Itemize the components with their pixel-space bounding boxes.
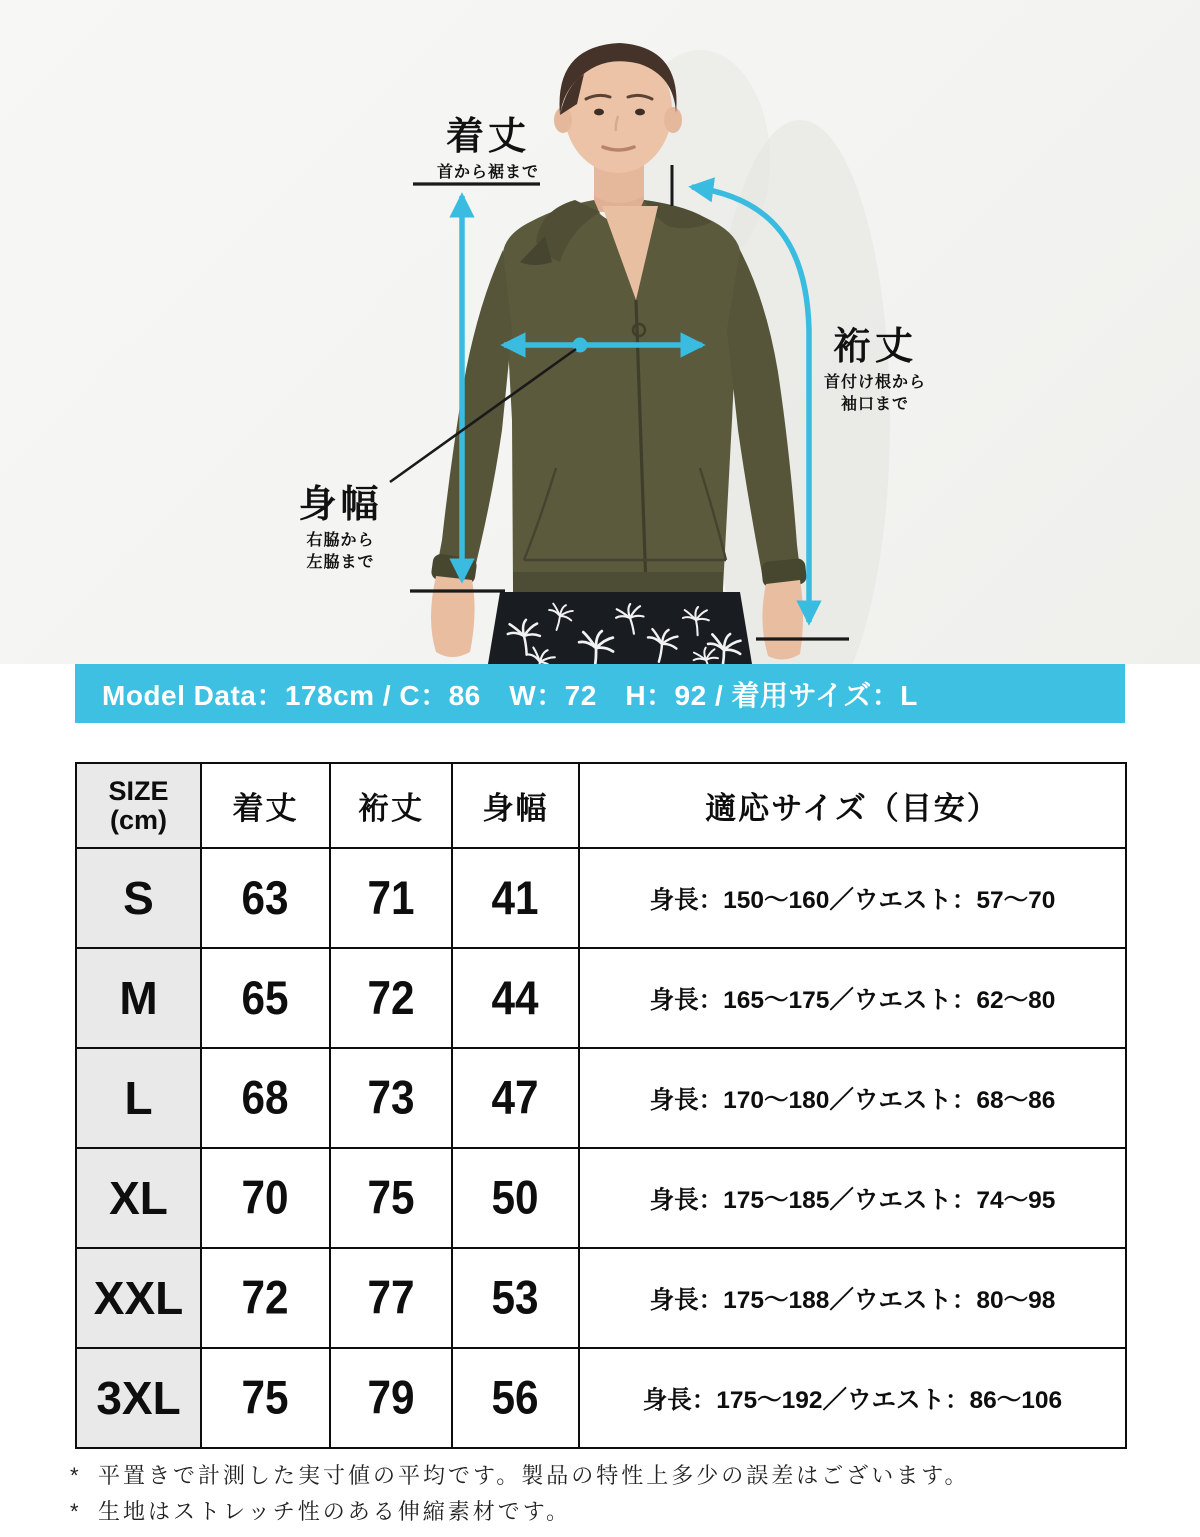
size-name-cell-XXL: XXL bbox=[76, 1248, 201, 1348]
left-hand bbox=[431, 576, 475, 657]
yukitake-subtitle-2: 袖口まで bbox=[840, 395, 909, 413]
header-size-cm bbox=[76, 763, 201, 848]
kitake-value-cell-3XL: 75 bbox=[201, 1348, 330, 1448]
kitake-subtitle: 首から裾まで bbox=[436, 164, 539, 181]
size-row-XL bbox=[76, 1148, 1126, 1248]
kitake-title: 着丈 bbox=[445, 116, 530, 158]
mihaba-subtitle-2: 左脇まで bbox=[306, 553, 375, 571]
footnote-2-bullet: * bbox=[70, 1498, 79, 1524]
mihaba-value-cell-XXL: 53 bbox=[452, 1248, 579, 1348]
fit-range-cell-XXL: 身長：175〜188／ウエスト：80〜98 bbox=[579, 1248, 1126, 1348]
fit-range-cell-L: 身長：170〜180／ウエスト：68〜86 bbox=[579, 1048, 1126, 1148]
size-row-3XL bbox=[76, 1348, 1126, 1448]
model-photo-section bbox=[0, 0, 1200, 664]
size-name-cell-M: M bbox=[76, 948, 201, 1048]
mihaba-value-cell-M: 44 bbox=[452, 948, 579, 1048]
yukitake-value-cell-XL: 75 bbox=[330, 1148, 452, 1248]
size-row-L bbox=[76, 1048, 1126, 1148]
fit-range-cell-S: 身長：150〜160／ウエスト：57〜70 bbox=[579, 848, 1126, 948]
header-mihaba: 身幅 bbox=[452, 763, 579, 848]
header-size-line2: (cm) bbox=[109, 804, 167, 835]
model-data-text: Model Data：178cm / C：86 W：72 H：92 / 着用サイズ：L bbox=[102, 679, 918, 711]
right-hand bbox=[762, 580, 803, 660]
kitake-value-cell-XL: 70 bbox=[201, 1148, 330, 1248]
size-row-S bbox=[76, 848, 1126, 948]
yukitake-title: 裄丈 bbox=[832, 326, 917, 368]
yukitake-value-cell-M: 72 bbox=[330, 948, 452, 1048]
mihaba-subtitle-1: 右脇から bbox=[306, 532, 375, 549]
header-fit: 適応サイズ（目安） bbox=[579, 763, 1126, 848]
size-row-M bbox=[76, 948, 1126, 1048]
size-name-cell-XL: XL bbox=[76, 1148, 201, 1248]
yukitake-value-cell-3XL: 79 bbox=[330, 1348, 452, 1448]
size-table-body bbox=[76, 848, 1126, 1448]
footnote-1-text: 平置きで計測した実寸値の平均です。製品の特性上多少の誤差はございます。 bbox=[98, 1463, 970, 1488]
yukitake-label bbox=[795, 328, 955, 415]
kitake-value-cell-L: 68 bbox=[201, 1048, 330, 1148]
size-name-cell-3XL: 3XL bbox=[76, 1348, 201, 1448]
footnotes bbox=[70, 1458, 1170, 1529]
mihaba-value-cell-3XL: 56 bbox=[452, 1348, 579, 1448]
footnote-2-text: 生地はストレッチ性のある伸縮素材です。 bbox=[98, 1498, 572, 1524]
left-sleeve bbox=[436, 250, 512, 580]
size-table bbox=[75, 762, 1127, 1449]
footnote-1-bullet: * bbox=[70, 1463, 79, 1488]
kitake-value-cell-M: 65 bbox=[201, 948, 330, 1048]
kitake-value-cell-S: 63 bbox=[201, 848, 330, 948]
fit-range-cell-M: 身長：165〜175／ウエスト：62〜80 bbox=[579, 948, 1126, 1048]
footnote-2 bbox=[70, 1494, 1170, 1530]
model-data-banner bbox=[75, 664, 1125, 723]
mihaba-value-cell-S: 41 bbox=[452, 848, 579, 948]
size-name-cell-L: L bbox=[76, 1048, 201, 1148]
model-illustration bbox=[0, 0, 1200, 664]
kitake-label bbox=[408, 118, 568, 184]
header-size-line1: SIZE bbox=[108, 776, 169, 807]
size-name-cell-S: S bbox=[76, 848, 201, 948]
mihaba-title: 身幅 bbox=[298, 484, 383, 526]
yukitake-subtitle-1: 首付け根から bbox=[823, 374, 926, 391]
header-kitake: 着丈 bbox=[201, 763, 330, 848]
kitake-value-cell-XXL: 72 bbox=[201, 1248, 330, 1348]
mihaba-value-cell-XL: 50 bbox=[452, 1148, 579, 1248]
mihaba-label bbox=[268, 486, 413, 573]
fit-range-cell-3XL: 身長：175〜192／ウエスト：86〜106 bbox=[579, 1348, 1126, 1448]
fit-range-cell-XL: 身長：175〜185／ウエスト：74〜95 bbox=[579, 1148, 1126, 1248]
size-row-XXL bbox=[76, 1248, 1126, 1348]
yukitake-value-cell-S: 71 bbox=[330, 848, 452, 948]
mihaba-value-cell-L: 47 bbox=[452, 1048, 579, 1148]
yukitake-value-cell-L: 73 bbox=[330, 1048, 452, 1148]
size-table-header-row bbox=[76, 763, 1126, 848]
header-yukitake: 裄丈 bbox=[330, 763, 452, 848]
footnote-1 bbox=[70, 1458, 1170, 1494]
yukitake-value-cell-XXL: 77 bbox=[330, 1248, 452, 1348]
